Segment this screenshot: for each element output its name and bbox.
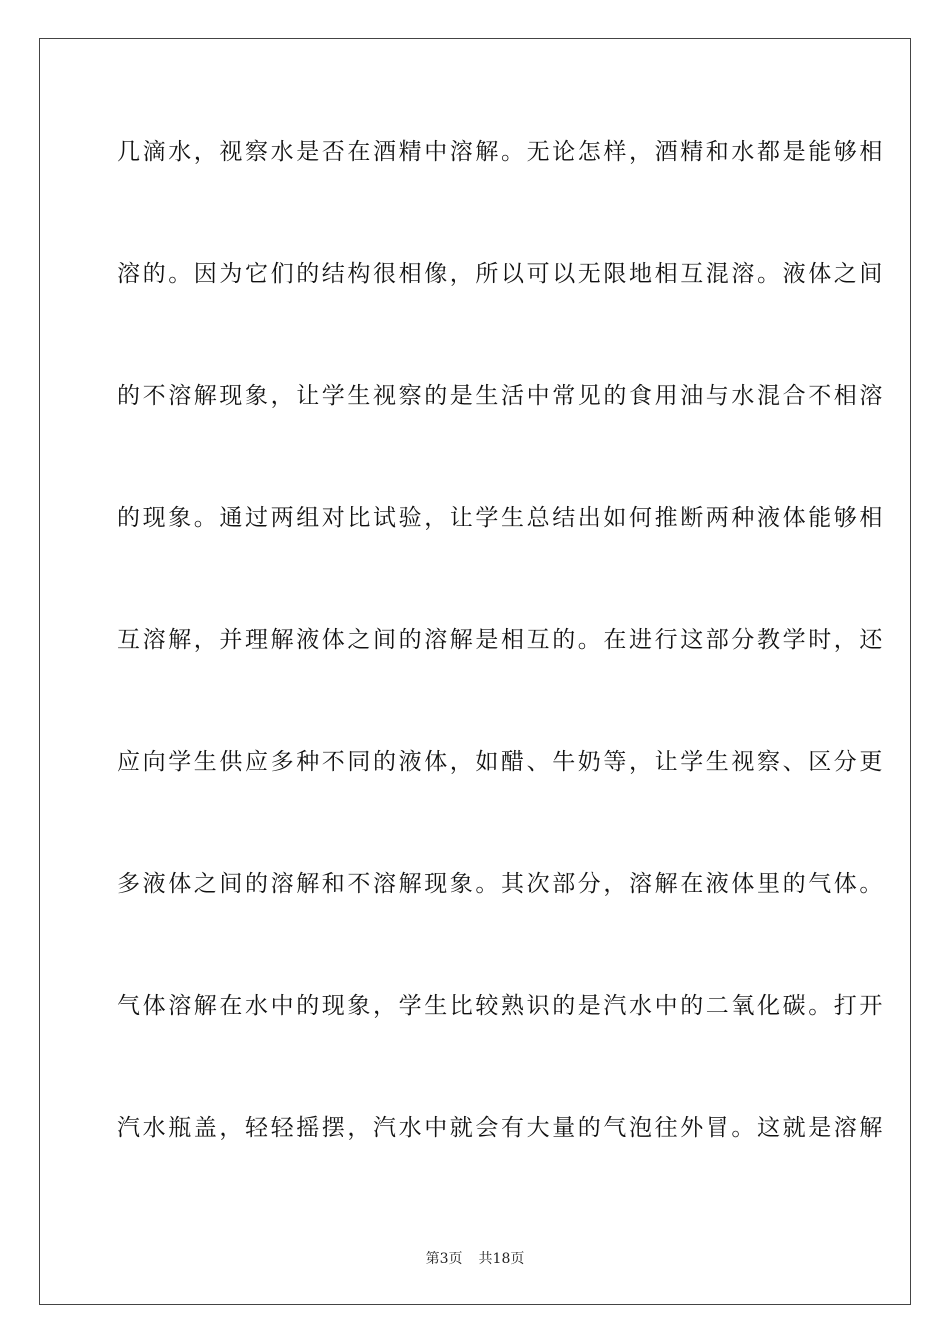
text-line-8: 气体溶解在水中的现象，学生比较熟识的是汽水中的二氧化碳。打开 [117, 993, 885, 1019]
text-line-9: 汽水瓶盖，轻轻摇摆，汽水中就会有大量的气泡往外冒。这就是溶解 [117, 1115, 885, 1141]
page-number: 第3页 [425, 1251, 463, 1267]
page-total: 共18页 [478, 1251, 525, 1267]
text-line-5: 互溶解，并理解液体之间的溶解是相互的。在进行这部分教学时，还 [117, 627, 885, 653]
text-line-2: 溶的。因为它们的结构很相像，所以可以无限地相互混溶。液体之间 [117, 261, 885, 287]
page-footer [0, 1248, 950, 1268]
text-line-7: 多液体之间的溶解和不溶解现象。其次部分，溶解在液体里的气体。 [117, 871, 885, 897]
document-body [117, 128, 885, 1226]
text-line-4: 的现象。通过两组对比试验，让学生总结出如何推断两种液体能够相 [117, 505, 885, 531]
text-line-3: 的不溶解现象，让学生视察的是生活中常见的食用油与水混合不相溶 [117, 383, 885, 409]
text-line-1: 几滴水，视察水是否在酒精中溶解。无论怎样，酒精和水都是能够相 [117, 139, 885, 165]
text-line-6: 应向学生供应多种不同的液体，如醋、牛奶等，让学生视察、区分更 [117, 749, 885, 775]
